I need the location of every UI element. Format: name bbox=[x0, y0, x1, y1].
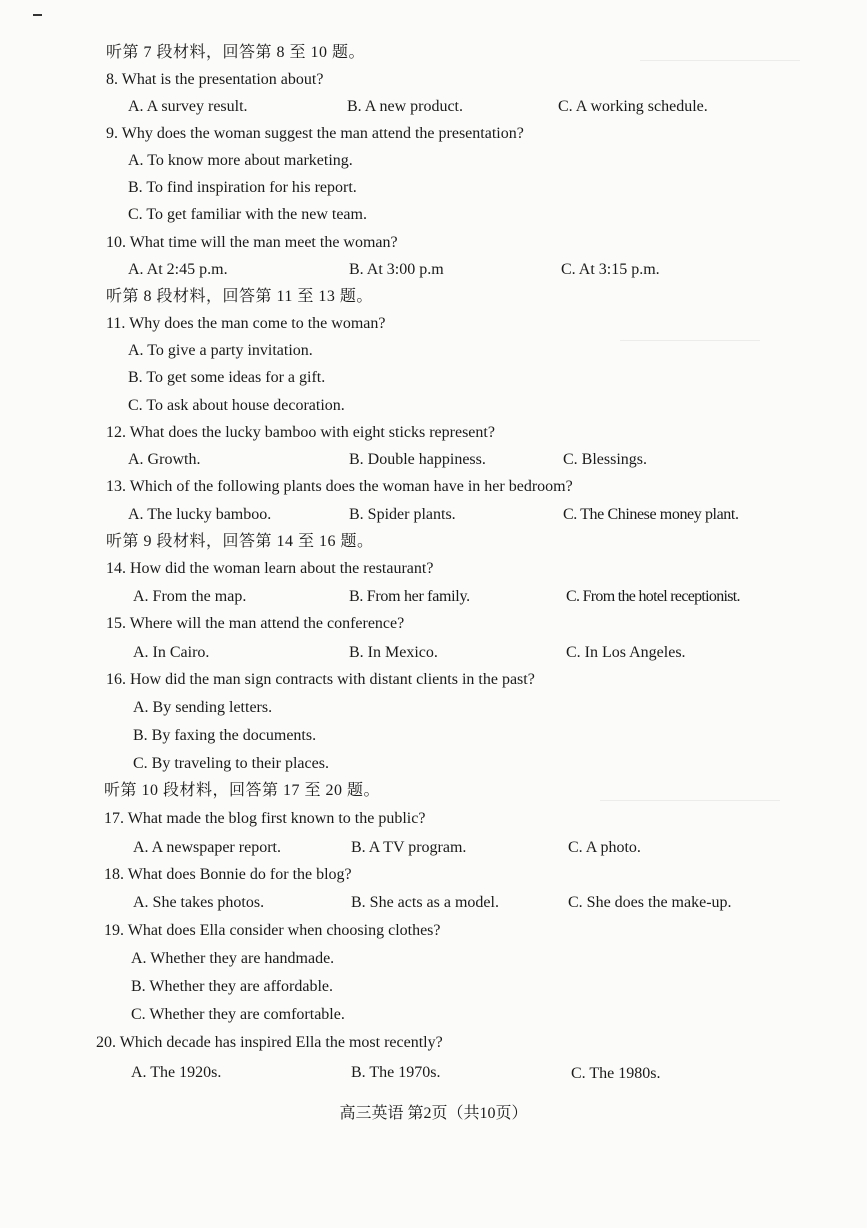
question-19: 19. What does Ella consider when choosing clothes? bbox=[104, 922, 441, 939]
option-10b: B. At 3:00 p.m bbox=[349, 261, 444, 278]
page-footer: 高三英语 第2页（共10页） bbox=[339, 1105, 528, 1122]
bleed-through bbox=[640, 60, 800, 61]
option-17b: B. A TV program. bbox=[351, 839, 467, 856]
question-8: 8. What is the presentation about? bbox=[106, 71, 324, 88]
option-8c: C. A working schedule. bbox=[558, 98, 708, 115]
option-17a: A. A newspaper report. bbox=[133, 839, 281, 856]
question-16: 16. How did the man sign contracts with distant clients in the past? bbox=[106, 671, 535, 688]
section-heading: 听第 10 段材料，回答第 17 至 20 题。 bbox=[104, 782, 381, 799]
option-17c: C. A photo. bbox=[568, 839, 641, 856]
option-20b: B. The 1970s. bbox=[351, 1064, 441, 1081]
option-15c: C. In Los Angeles. bbox=[566, 644, 686, 661]
option-12b: B. Double happiness. bbox=[349, 451, 486, 468]
option-10a: A. At 2:45 p.m. bbox=[128, 261, 228, 278]
scan-mark bbox=[33, 14, 42, 16]
question-15: 15. Where will the man attend the conference? bbox=[106, 615, 405, 632]
option-12a: A. Growth. bbox=[128, 451, 201, 468]
option-9a: A. To know more about marketing. bbox=[128, 152, 353, 169]
option-8a: A. A survey result. bbox=[128, 98, 248, 115]
option-18a: A. She takes photos. bbox=[133, 894, 265, 911]
option-16a: A. By sending letters. bbox=[133, 699, 273, 716]
question-12: 12. What does the lucky bamboo with eight sticks represent? bbox=[106, 424, 495, 441]
question-18: 18. What does Bonnie do for the blog? bbox=[104, 866, 352, 883]
option-19a: A. Whether they are handmade. bbox=[131, 950, 335, 967]
option-11c: C. To ask about house decoration. bbox=[128, 397, 345, 414]
option-16c: C. By traveling to their places. bbox=[133, 755, 329, 772]
question-9: 9. Why does the woman suggest the man attend the presentation? bbox=[106, 125, 524, 142]
option-12c: C. Blessings. bbox=[563, 451, 648, 468]
option-16b: B. By faxing the documents. bbox=[133, 727, 317, 744]
option-19c: C. Whether they are comfortable. bbox=[131, 1006, 345, 1023]
option-18b: B. She acts as a model. bbox=[351, 894, 499, 911]
option-14a: A. From the map. bbox=[133, 588, 247, 605]
question-11: 11. Why does the man come to the woman? bbox=[106, 315, 386, 332]
option-11b: B. To get some ideas for a gift. bbox=[128, 369, 326, 386]
option-13a: A. The lucky bamboo. bbox=[128, 506, 272, 523]
question-10: 10. What time will the man meet the woman? bbox=[106, 234, 398, 251]
option-11a: A. To give a party invitation. bbox=[128, 342, 313, 359]
option-8b: B. A new product. bbox=[347, 98, 463, 115]
section-heading: 听第 8 段材料，回答第 11 至 13 题。 bbox=[106, 288, 373, 305]
question-14: 14. How did the woman learn about the restaurant? bbox=[106, 560, 434, 577]
option-14b: B. From her family. bbox=[349, 588, 470, 605]
question-13: 13. Which of the following plants does the woman have in her bedroom? bbox=[106, 478, 573, 495]
option-13b: B. Spider plants. bbox=[349, 506, 456, 523]
question-20: 20. Which decade has inspired Ella the most recently? bbox=[96, 1034, 443, 1051]
option-20a: A. The 1920s. bbox=[131, 1064, 222, 1081]
option-20c: C. The 1980s. bbox=[571, 1065, 661, 1082]
option-15b: B. In Mexico. bbox=[349, 644, 438, 661]
option-10c: C. At 3:15 p.m. bbox=[561, 261, 660, 278]
bleed-through bbox=[600, 800, 780, 801]
section-heading: 听第 7 段材料，回答第 8 至 10 题。 bbox=[106, 44, 366, 61]
option-14c: C. From the hotel receptionist. bbox=[566, 588, 740, 605]
question-17: 17. What made the blog first known to the public? bbox=[104, 810, 426, 827]
section-heading: 听第 9 段材料，回答第 14 至 16 题。 bbox=[106, 533, 374, 550]
option-9c: C. To get familiar with the new team. bbox=[128, 206, 367, 223]
option-19b: B. Whether they are affordable. bbox=[131, 978, 333, 995]
option-18c: C. She does the make-up. bbox=[568, 894, 732, 911]
option-13c: C. The Chinese money plant. bbox=[563, 506, 739, 523]
option-9b: B. To find inspiration for his report. bbox=[128, 179, 357, 196]
bleed-through bbox=[620, 340, 760, 341]
option-15a: A. In Cairo. bbox=[133, 644, 210, 661]
